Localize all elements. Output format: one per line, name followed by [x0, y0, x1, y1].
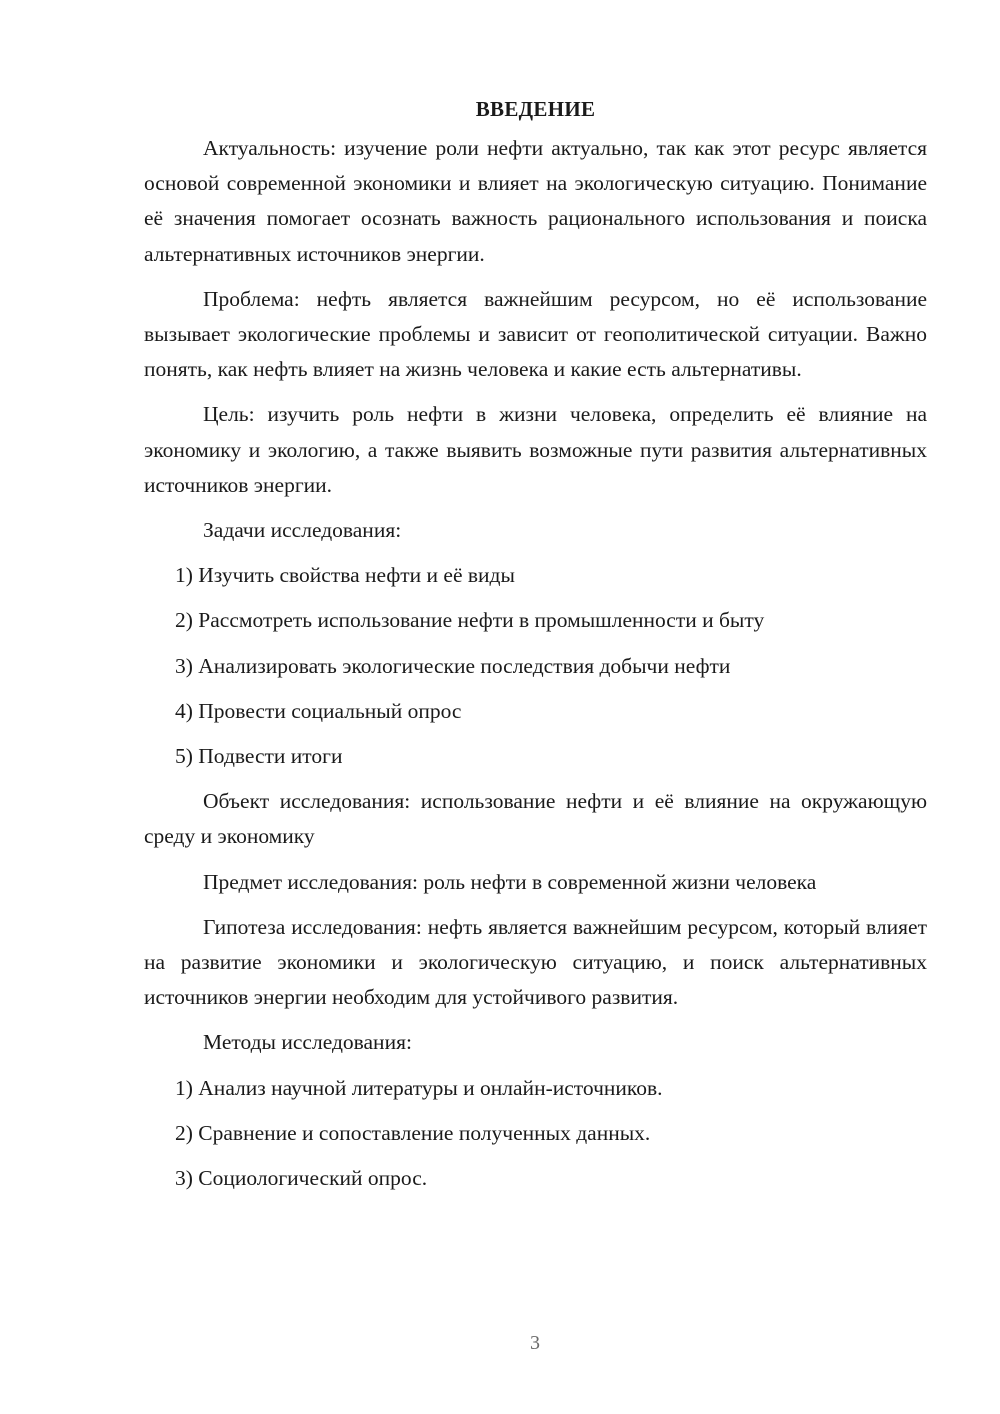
problem-paragraph: Проблема: нефть является важнейшим ресурсом, но её использование вызывает экологические проблемы и зависит от геополитической ситуации. Важно понять, как нефть влияет на жизнь человека и какие есть альтернативы. [144, 286, 927, 382]
task-item: 3) Анализировать экологические последствия добычи нефти [175, 653, 731, 678]
tasks-heading: Задачи исследования: [203, 518, 402, 543]
goal-paragraph: Цель: изучить роль нефти в жизни человека, определить её влияние на экономику и экологию, а также выявить возможные пути развития альтернативных источников энергии. [144, 402, 927, 497]
methods-heading: Методы исследования: [203, 1030, 412, 1055]
page-number: 3 [530, 1332, 540, 1354]
hypothesis-paragraph: Гипотеза исследования: нефть является важнейшим ресурсом, который влияет на развитие экономики и экологическую ситуацию, и поиск альтернативных источников энергии необходим для устойчивого развития. [144, 914, 927, 1010]
task-item: 5) Подвести итоги [175, 744, 343, 769]
section-title: ВВЕДЕНИЕ [475, 97, 596, 121]
method-item: 1) Анализ научной литературы и онлайн-источников. [175, 1075, 663, 1100]
method-item: 2) Сравнение и сопоставление полученных данных. [175, 1120, 651, 1145]
subject-paragraph: Предмет исследования: роль нефти в современной жизни человека [203, 869, 817, 894]
task-item: 1) Изучить свойства нефти и её виды [175, 563, 515, 588]
relevance-paragraph: Актуальность: изучение роли нефти актуально, так как этот ресурс является основой современной экономики и влияет на экологическую ситуацию. Понимание её значения помогает осознать важность рационального использования и поиска альтернативных источников энергии. [144, 136, 927, 266]
document-page [144, 92, 927, 1206]
task-item: 4) Провести социальный опрос [175, 698, 462, 723]
task-item: 2) Рассмотреть использование нефти в промышленности и быту [175, 608, 765, 633]
method-item: 3) Социологический опрос. [175, 1166, 428, 1191]
object-paragraph: Объект исследования: использование нефти и её влияние на окружающую среду и экономику [144, 789, 927, 849]
